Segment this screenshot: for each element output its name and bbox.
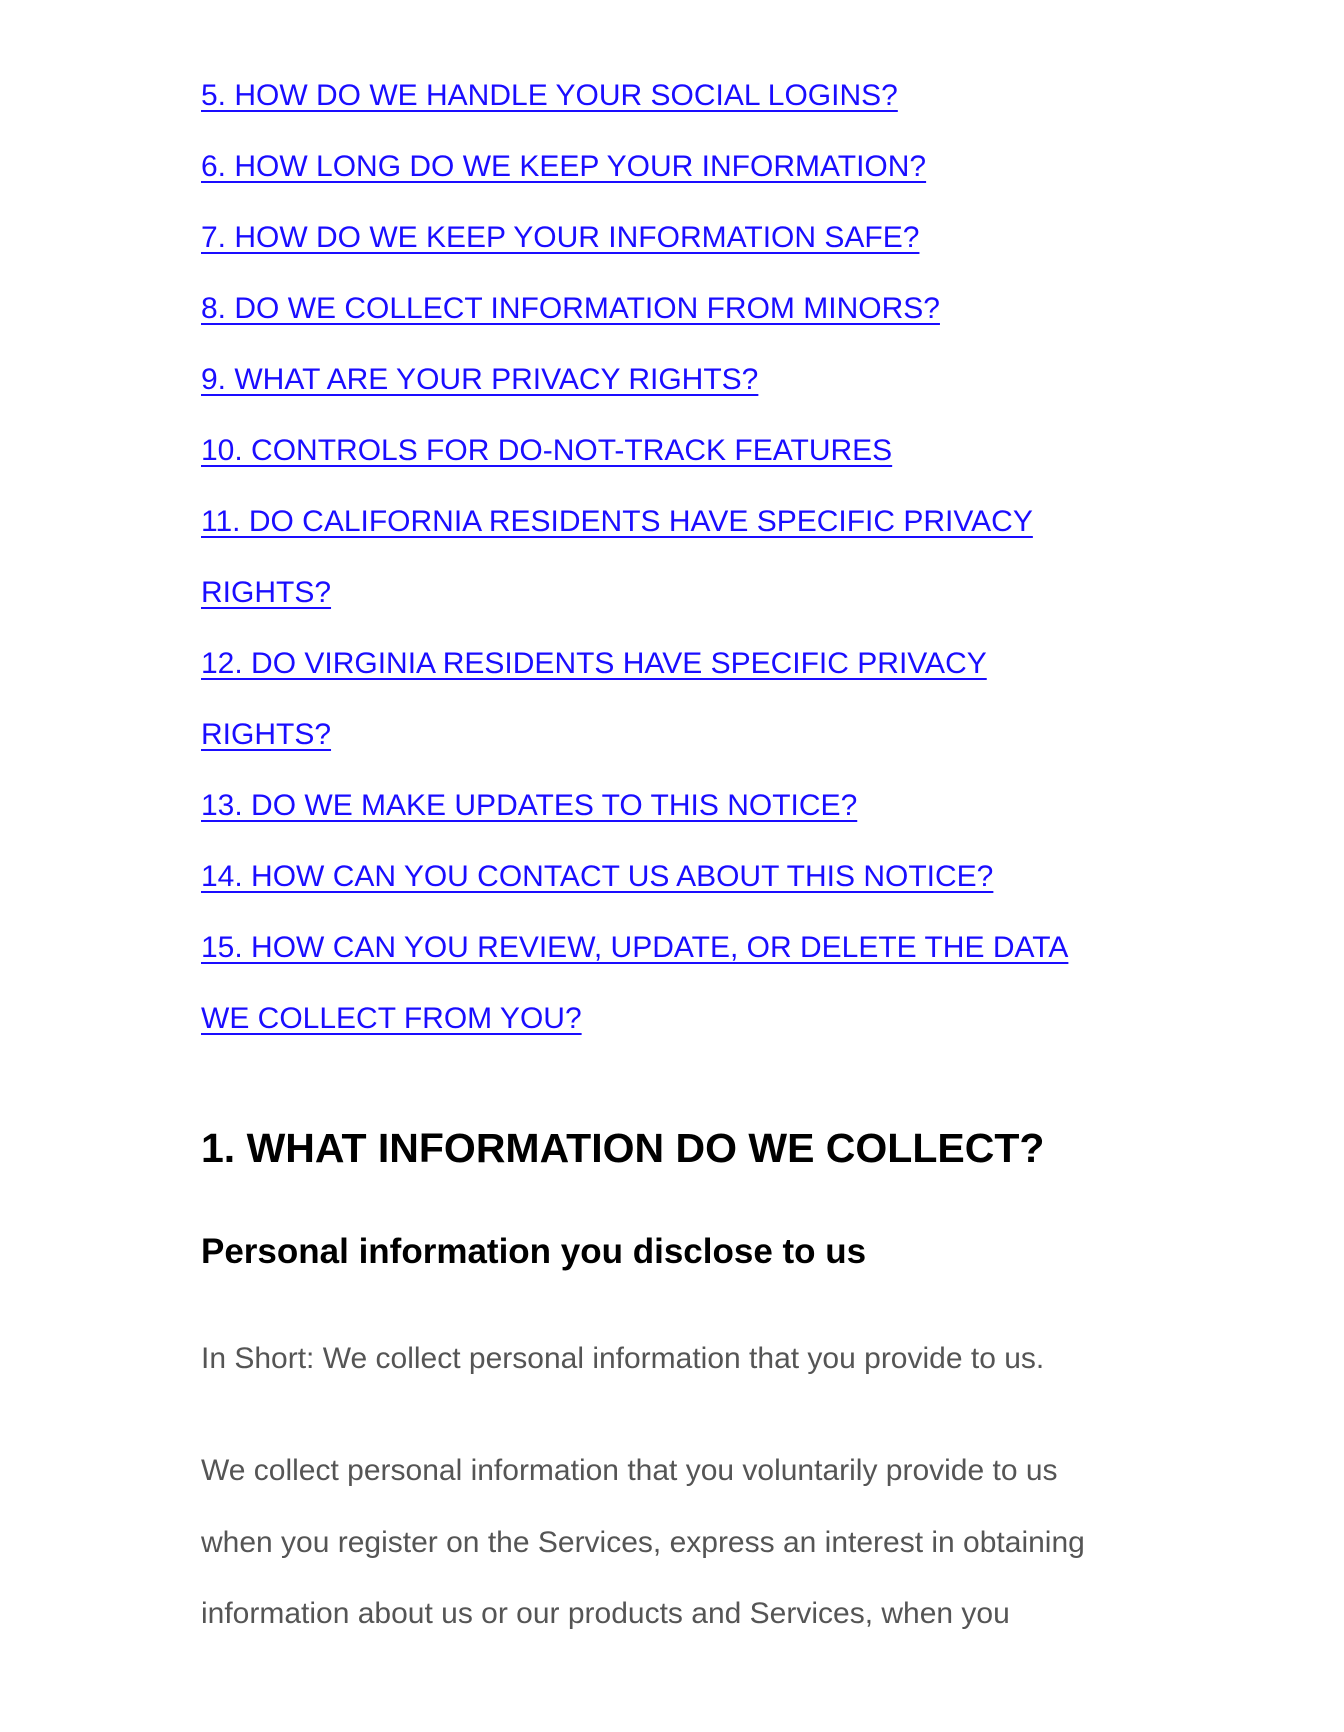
toc-item-10 (201, 415, 1161, 486)
toc-item-9 (201, 344, 1161, 415)
in-short-text: We collect personal information that you provide to us. (314, 1342, 1045, 1375)
subsection-title: Personal information you disclose to us (201, 1232, 867, 1271)
toc-link-14[interactable]: 14. HOW CAN YOU CONTACT US ABOUT THIS NOTICE? (201, 860, 994, 893)
toc-link-6[interactable]: 6. HOW LONG DO WE KEEP YOUR INFORMATION? (201, 150, 927, 183)
body-line: We collect personal information that you voluntarily provide to us (201, 1454, 1058, 1487)
toc-link-9[interactable]: 9. WHAT ARE YOUR PRIVACY RIGHTS? (201, 363, 759, 396)
toc-item-11 (201, 486, 1161, 557)
toc-link-7[interactable]: 7. HOW DO WE KEEP YOUR INFORMATION SAFE? (201, 221, 920, 254)
toc-item-11-cont (201, 557, 1161, 628)
toc-item-13 (201, 770, 1161, 841)
body-paragraph (201, 1435, 1161, 1650)
body-line: when you register on the Services, express an interest in obtaining (201, 1525, 1085, 1559)
in-short-label: In Short: (201, 1342, 315, 1375)
toc-link-15[interactable]: 15. HOW CAN YOU REVIEW, UPDATE, OR DELETE THE DATA (201, 931, 1069, 964)
toc-item-15 (201, 912, 1161, 983)
toc-item-5 (201, 60, 1161, 131)
toc-item-15-cont (201, 983, 1161, 1054)
toc-link-8[interactable]: 8. DO WE COLLECT INFORMATION FROM MINORS? (201, 292, 940, 325)
body-line: information about us or our products and Services, when you (201, 1597, 1010, 1630)
section-title: 1. WHAT INFORMATION DO WE COLLECT? (201, 1125, 1045, 1171)
toc-item-14 (201, 841, 1161, 912)
toc-link-13[interactable]: 13. DO WE MAKE UPDATES TO THIS NOTICE? (201, 789, 858, 822)
toc-item-12 (201, 628, 1161, 699)
toc-link-10[interactable]: 10. CONTROLS FOR DO-NOT-TRACK FEATURES (201, 434, 893, 467)
toc-link-11-cont[interactable]: RIGHTS? (201, 576, 332, 609)
in-short-summary (201, 1342, 1044, 1376)
toc-item-8 (201, 273, 1161, 344)
toc-item-12-cont (201, 699, 1161, 770)
toc-link-5[interactable]: 5. HOW DO WE HANDLE YOUR SOCIAL LOGINS? (201, 79, 898, 112)
toc-link-12-cont[interactable]: RIGHTS? (201, 718, 332, 751)
toc-link-15-cont[interactable]: WE COLLECT FROM YOU? (201, 1002, 582, 1035)
toc-link-12[interactable]: 12. DO VIRGINIA RESIDENTS HAVE SPECIFIC PRIVACY (201, 647, 987, 680)
document-content (201, 0, 1161, 1630)
toc-link-11[interactable]: 11. DO CALIFORNIA RESIDENTS HAVE SPECIFIC PRIVACY (201, 505, 1033, 538)
toc-item-6 (201, 131, 1161, 202)
toc-item-7 (201, 202, 1161, 273)
table-of-contents (201, 0, 1161, 1054)
